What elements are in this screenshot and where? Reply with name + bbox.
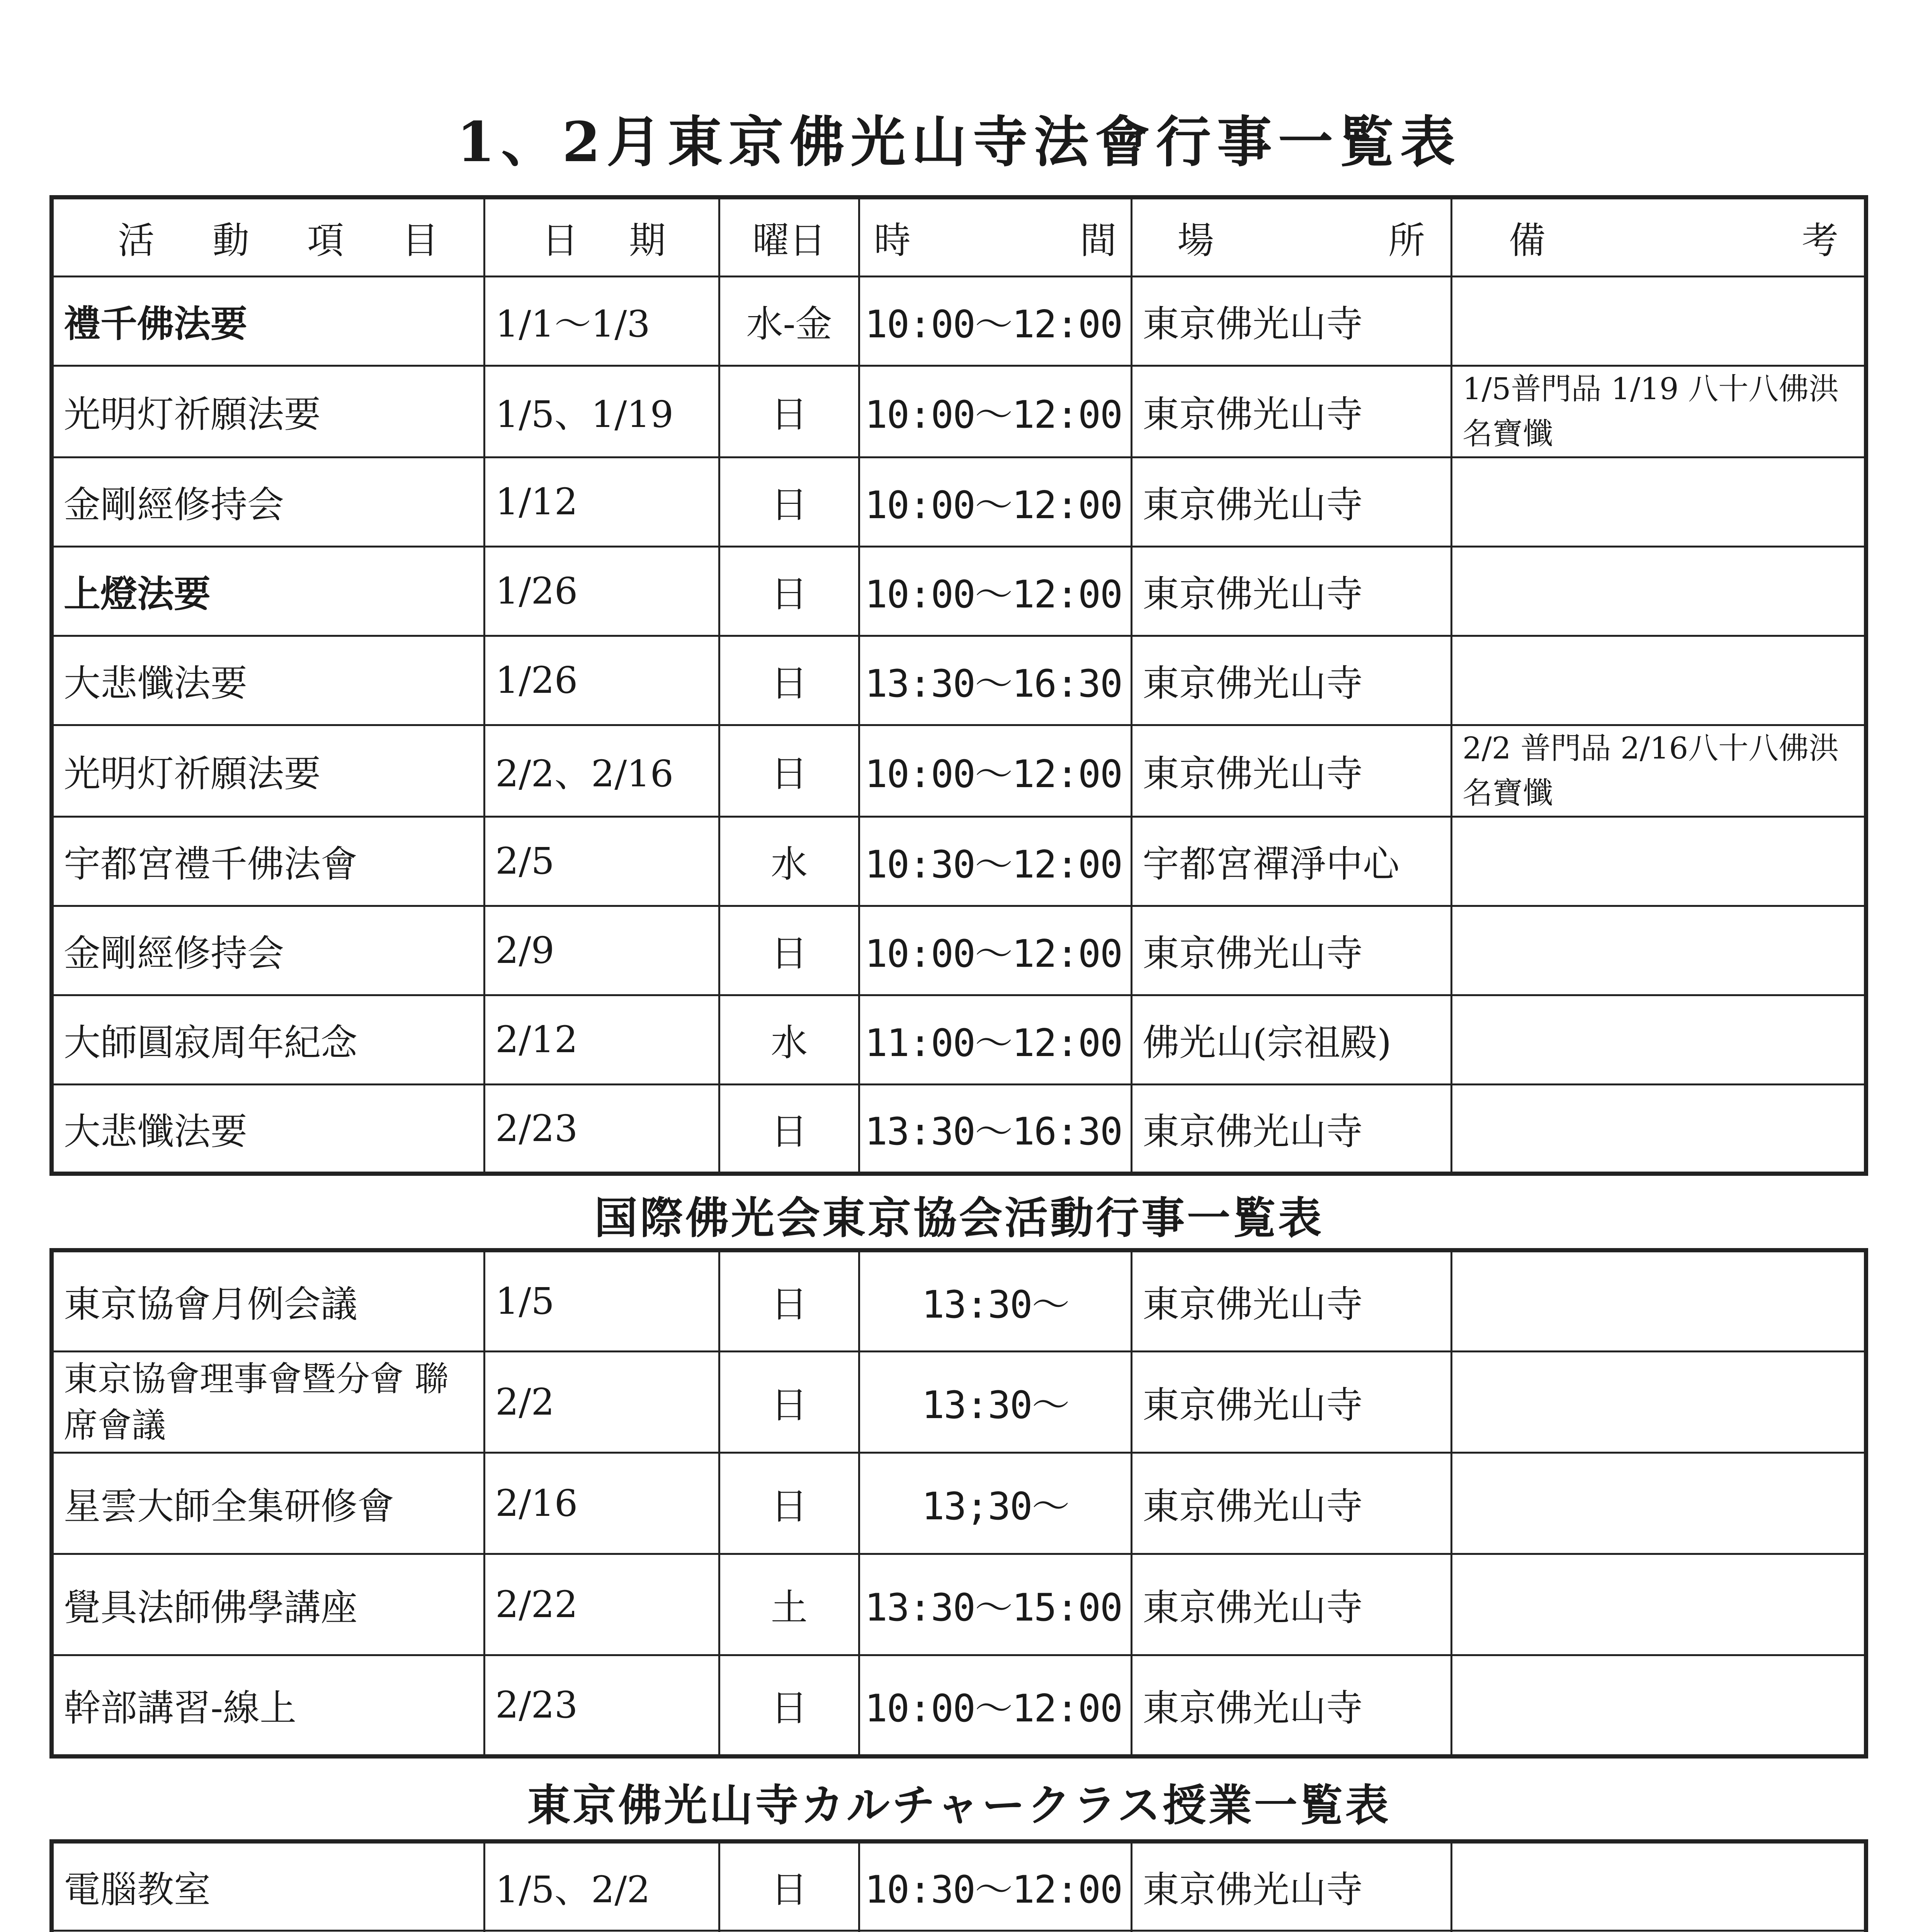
table-row [52,995,1866,1085]
table-row [52,1931,1866,1932]
activity-cell: 東京協會月例会議 [52,1250,485,1352]
weekday-cell: 日 [719,1453,859,1554]
weekday-cell: 日 [719,457,859,547]
time-cell: 13:30～ [859,1250,1132,1352]
place-cell [1132,1931,1452,1932]
time-cell: 10:00～12:00 [859,366,1132,457]
activity-cell: 禮千佛法要 [52,277,485,366]
place-cell: 東京佛光山寺 [1132,366,1452,457]
note-cell [1452,995,1866,1085]
date-cell: 1/1～1/3 [485,277,719,366]
date-cell: 1/5、1/19 [485,366,719,457]
time-cell: 10:00～12:00 [859,725,1132,817]
activity-cell: 覺具法師佛學講座 [52,1554,485,1655]
header-date: 日 期 [485,197,719,277]
note-cell [1452,547,1866,636]
activity-cell: 光明灯祈願法要 [52,725,485,817]
activity-cell [52,1931,485,1932]
weekday-cell: 日 [719,725,859,817]
activity-cell: 大悲懺法要 [52,1085,485,1174]
table-row [52,636,1866,725]
activity-cell: 金剛經修持会 [52,457,485,547]
table-row [52,1842,1866,1931]
place-cell: 東京佛光山寺 [1132,636,1452,725]
weekday-cell: 土 [719,1554,859,1655]
weekday-cell: 日 [719,1655,859,1757]
association-schedule-table [49,1248,1868,1759]
table-header-row [52,197,1866,277]
time-cell: 10:30～12:00 [859,817,1132,906]
activity-cell: 大悲懺法要 [52,636,485,725]
culture-class-table [49,1839,1868,1932]
activity-cell: 宇都宮禮千佛法會 [52,817,485,906]
date-cell: 2/9 [485,906,719,995]
time-cell [859,1931,1132,1932]
date-cell: 2/22 [485,1554,719,1655]
weekday-cell: 日 [719,547,859,636]
activity-cell: 星雲大師全集研修會 [52,1453,485,1554]
date-cell: 2/23 [485,1655,719,1757]
table-row [52,906,1866,995]
table-row [52,1554,1866,1655]
note-cell [1452,1250,1866,1352]
note-cell [1452,1931,1866,1932]
time-cell: 10:00～12:00 [859,277,1132,366]
note-cell [1452,277,1866,366]
place-cell: 東京佛光山寺 [1132,277,1452,366]
note-cell [1452,636,1866,725]
time-cell: 13:30～ [859,1352,1132,1453]
place-cell: 東京佛光山寺 [1132,906,1452,995]
table-row [52,725,1866,817]
time-cell: 11:00～12:00 [859,995,1132,1085]
time-cell: 13;30～ [859,1453,1132,1554]
activity-cell: 電腦教室 [52,1842,485,1931]
header-weekday: 曜日 [719,197,859,277]
date-cell: 2/23 [485,1085,719,1174]
note-cell [1452,817,1866,906]
date-cell: 1/26 [485,636,719,725]
table-row [52,457,1866,547]
header-note: 備 考 [1452,197,1866,277]
date-cell: 1/5、2/2 [485,1842,719,1931]
time-cell: 10:00～12:00 [859,1655,1132,1757]
date-cell: 1/5 [485,1250,719,1352]
header-activity: 活 動 項 目 [52,197,485,277]
time-cell: 13:30～16:30 [859,1085,1132,1174]
table-row [52,1085,1866,1174]
note-cell [1452,1554,1866,1655]
activity-cell: 大師圓寂周年紀念 [52,995,485,1085]
page-title: 1、2月東京佛光山寺法會行事一覧表 [457,110,1461,174]
weekday-cell: 日 [719,906,859,995]
date-cell: 2/2、2/16 [485,725,719,817]
date-cell: 2/16 [485,1453,719,1554]
note-cell [1452,1842,1866,1931]
table-row [52,277,1866,366]
date-cell: 2/2 [485,1352,719,1453]
date-cell [485,1931,719,1932]
section-3-title: 東京佛光山寺カルチャークラス授業一覧表 [527,1780,1391,1831]
note-cell [1452,906,1866,995]
note-cell [1452,1352,1866,1453]
note-cell [1452,1085,1866,1174]
date-cell: 2/12 [485,995,719,1085]
place-cell: 東京佛光山寺 [1132,1842,1452,1931]
time-cell: 13:30～15:00 [859,1554,1132,1655]
place-cell: 東京佛光山寺 [1132,457,1452,547]
note-cell [1452,1453,1866,1554]
activity-cell: 東京協會理事會暨分會 聯席會議 [52,1352,485,1453]
weekday-cell: 日 [719,1842,859,1931]
table-row [52,817,1866,906]
place-cell: 佛光山(宗祖殿) [1132,995,1452,1085]
weekday-cell: 水-金 [719,277,859,366]
weekday-cell: 日 [719,366,859,457]
date-cell: 1/26 [485,547,719,636]
note-cell [1452,1655,1866,1757]
weekday-cell: 日 [719,1085,859,1174]
place-cell: 東京佛光山寺 [1132,1250,1452,1352]
table-row [52,1250,1866,1352]
place-cell: 東京佛光山寺 [1132,1352,1452,1453]
section-2-title: 国際佛光会東京協会活動行事一覧表 [594,1193,1324,1243]
time-cell: 13:30～16:30 [859,636,1132,725]
note-cell: 1/5普門品 1/19 八十八佛洪名寶懺 [1452,366,1866,457]
place-cell: 東京佛光山寺 [1132,1453,1452,1554]
time-cell: 10:00～12:00 [859,906,1132,995]
place-cell: 東京佛光山寺 [1132,1554,1452,1655]
place-cell: 東京佛光山寺 [1132,547,1452,636]
weekday-cell: 水 [719,817,859,906]
place-cell: 東京佛光山寺 [1132,1085,1452,1174]
date-cell: 1/12 [485,457,719,547]
header-place: 場 所 [1132,197,1452,277]
time-cell: 10:00～12:00 [859,547,1132,636]
weekday-cell: 日 [719,636,859,725]
time-cell: 10:00～12:00 [859,457,1132,547]
table-row [52,1352,1866,1453]
dharma-schedule-table [49,195,1868,1176]
weekday-cell [719,1931,859,1932]
table-row [52,366,1866,457]
activity-cell: 金剛經修持会 [52,906,485,995]
table-row [52,547,1866,636]
header-time: 時 間 [859,197,1132,277]
activity-cell: 幹部講習-線上 [52,1655,485,1757]
weekday-cell: 水 [719,995,859,1085]
activity-cell: 上燈法要 [52,547,485,636]
note-cell: 2/2 普門品 2/16八十八佛洪名寶懺 [1452,725,1866,817]
table-row [52,1655,1866,1757]
weekday-cell: 日 [719,1250,859,1352]
place-cell: 宇都宮禪淨中心 [1132,817,1452,906]
time-cell: 10:30～12:00 [859,1842,1132,1931]
date-cell: 2/5 [485,817,719,906]
weekday-cell: 日 [719,1352,859,1453]
note-cell [1452,457,1866,547]
table-row [52,1453,1866,1554]
place-cell: 東京佛光山寺 [1132,725,1452,817]
place-cell: 東京佛光山寺 [1132,1655,1452,1757]
activity-cell: 光明灯祈願法要 [52,366,485,457]
